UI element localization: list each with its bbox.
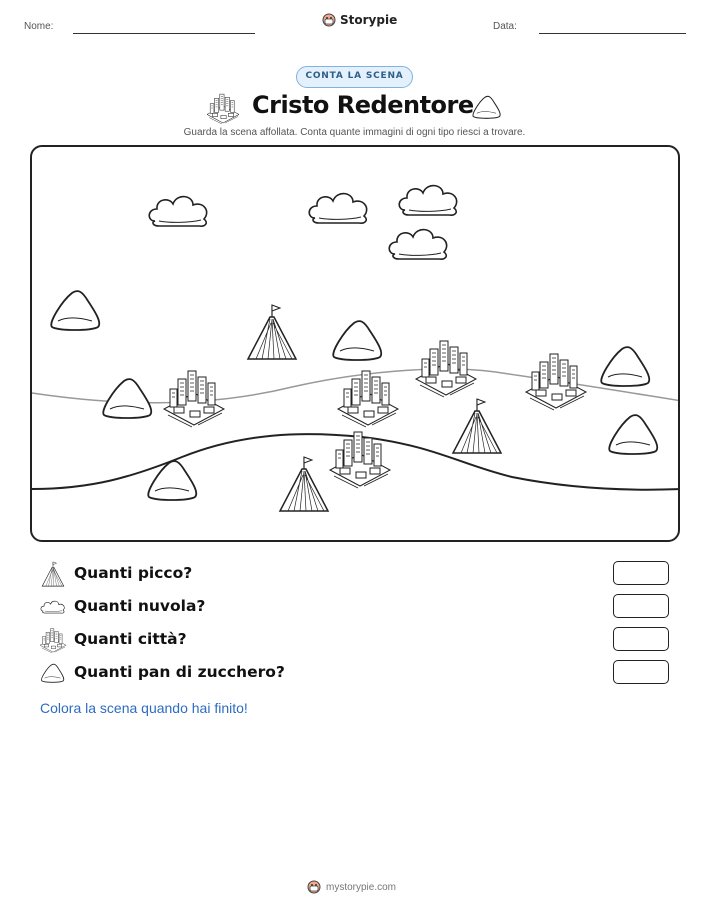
mascot-icon [322,13,336,27]
city-icon [207,92,239,124]
question-text: Quanti nuvola? [74,597,206,615]
peak-icon [280,457,328,511]
color-instruction: Colora la scena quando hai finito! [40,700,248,716]
sugarloaf-icon [471,94,503,120]
sugarloaf-icon [51,291,99,330]
cloud-icon [399,186,456,216]
cloud-icon [309,194,366,224]
page-title: Cristo Redentore [252,91,474,119]
counting-scene[interactable] [30,145,680,542]
question-row [40,627,670,653]
question-row [40,660,670,686]
city-icon [526,354,586,410]
sugarloaf-icon [609,415,657,454]
city-icon [164,371,224,427]
brand-logo [322,13,397,27]
answer-box[interactable] [613,594,669,618]
answer-box[interactable] [613,627,669,651]
peak-icon [453,399,501,453]
name-line[interactable] [73,33,255,34]
answer-box[interactable] [613,660,669,684]
city-icon [416,341,476,397]
question-row [40,594,670,620]
site-url: mystorypie.com [326,881,397,893]
sugarloaf-icon [601,347,649,386]
city-icon [40,627,66,653]
sugarloaf-icon [103,379,151,418]
answer-box[interactable] [613,561,669,585]
name-label: Nome: [24,21,54,32]
question-text: Quanti pan di zucchero? [74,663,285,681]
brand-name: Storypie [340,13,398,27]
date-line[interactable] [539,33,686,34]
sugarloaf-icon [333,321,381,360]
scene-illustration [32,147,680,542]
mascot-icon [307,880,321,894]
sugarloaf-icon [40,662,66,684]
date-label: Data: [493,21,517,32]
cloud-icon [389,230,446,260]
activity-badge: CONTA LA SCENA [296,66,413,88]
cloud-icon [149,197,206,227]
instructions: Guarda la scena affollata. Conta quante immagini di ogni tipo riesci a trovare. [183,127,526,138]
question-text: Quanti città? [74,630,187,648]
peak-icon [40,561,66,587]
question-text: Quanti picco? [74,564,193,582]
question-row [40,561,670,587]
site-footer [307,880,396,894]
city-icon [338,371,398,427]
peak-icon [248,305,296,359]
cloud-icon [40,597,66,617]
